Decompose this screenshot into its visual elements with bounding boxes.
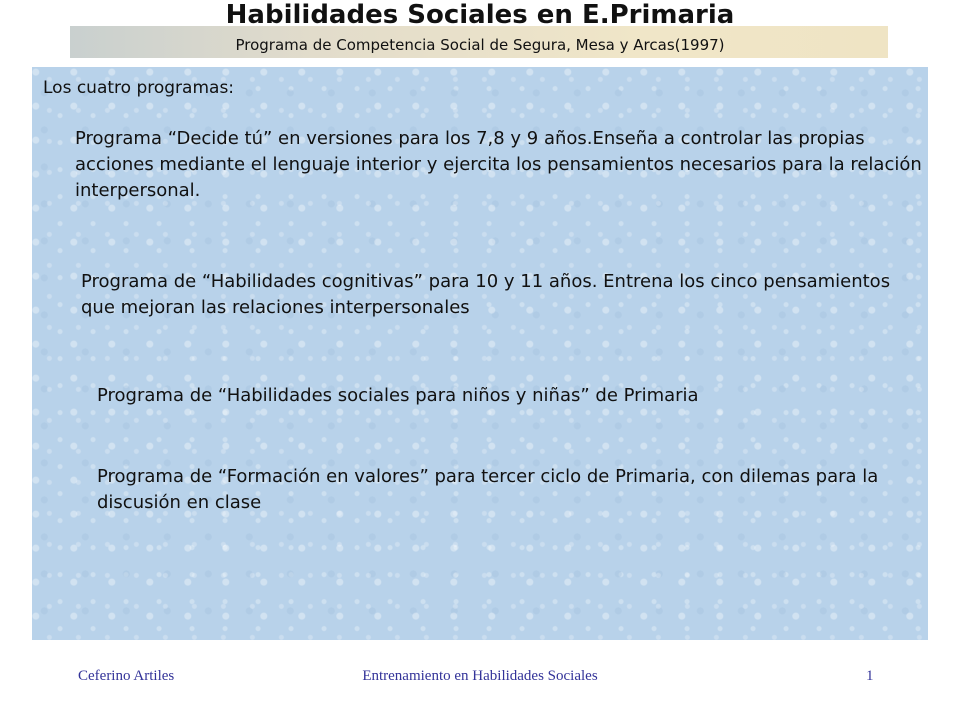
footer-course: Entrenamiento en Habilidades Sociales — [362, 668, 598, 684]
slide-subtitle: Programa de Competencia Social de Segura, Mesa y Arcas(1997) — [235, 36, 725, 54]
program-habilidades-sociales: Programa de “Habilidades sociales para niños y niñas” de Primaria — [97, 385, 699, 406]
slide-title: Habilidades Sociales en E.Primaria — [225, 0, 735, 30]
footer-page-number: 1 — [866, 668, 874, 684]
programs-heading: Los cuatro programas: — [43, 78, 235, 98]
program-formacion-valores: Programa de “Formación en valores” para tercer ciclo de Primaria, con dilemas para la discusión en clase — [97, 466, 879, 513]
program-habilidades-cognitivas: Programa de “Habilidades cognitivas” para 10 y 11 años. Entrena los cinco pensamientos que mejoran las relaciones interpersonales — [81, 271, 891, 318]
footer-author: Ceferino Artiles — [78, 668, 175, 684]
program-decide-tu: Programa “Decide tú” en versiones para los 7,8 y 9 años.Enseña a controlar las propias acciones mediante el lenguaje interior y ejercita los pensamientos necesarios para la relación interpersonal. — [75, 128, 922, 201]
